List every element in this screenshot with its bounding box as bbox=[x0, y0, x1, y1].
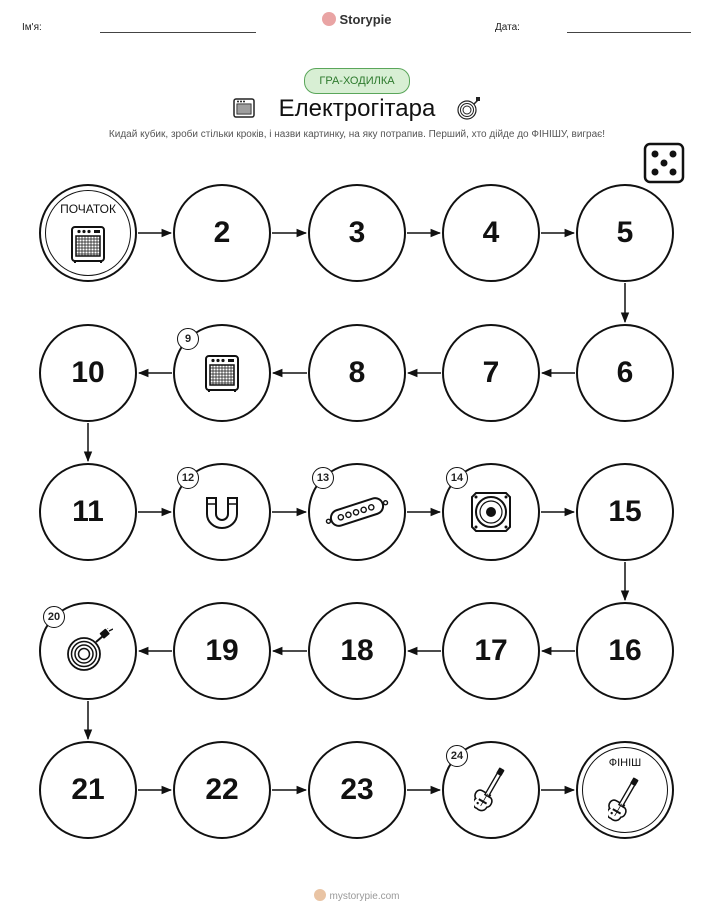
cell-number: 21 bbox=[71, 773, 105, 806]
footer bbox=[0, 889, 714, 902]
board-cell-7 bbox=[442, 324, 540, 422]
storypie-logo-icon bbox=[314, 889, 326, 901]
board-cell-19 bbox=[173, 602, 271, 700]
board-cell-5 bbox=[576, 184, 674, 282]
board-cell-14 bbox=[442, 463, 540, 561]
amplifier-icon bbox=[204, 353, 240, 398]
board-cell-12 bbox=[173, 463, 271, 561]
speaker-icon bbox=[468, 489, 514, 540]
board-cell-4 bbox=[442, 184, 540, 282]
instructions: Кидай кубик, зроби стільки кроків, і назви картинку, на яку потрапив. Перший, хто дійде до ФІНІШУ, виграє! bbox=[108, 129, 606, 140]
footer-url: mystorypie.com bbox=[329, 891, 400, 902]
finish-label: ФІНІШ bbox=[608, 757, 642, 769]
cell-number-badge: 9 bbox=[177, 328, 199, 350]
board-cell-8 bbox=[308, 324, 406, 422]
date-label: Дата: bbox=[495, 22, 520, 33]
board-cell-20 bbox=[39, 602, 137, 700]
board-cell-22 bbox=[173, 741, 271, 839]
cell-number: 17 bbox=[474, 634, 508, 667]
cell-number: 3 bbox=[348, 216, 366, 249]
cell-number-badge: 13 bbox=[312, 467, 334, 489]
cell-number: 2 bbox=[213, 216, 231, 249]
board-cell-13 bbox=[308, 463, 406, 561]
start-label: ПОЧАТОК bbox=[60, 202, 116, 216]
cell-number-badge: 24 bbox=[446, 745, 468, 767]
board-cell-11 bbox=[39, 463, 137, 561]
cell-number: 7 bbox=[482, 356, 500, 389]
cell-number: 10 bbox=[71, 356, 105, 389]
cell-number: 19 bbox=[205, 634, 239, 667]
cell-number: 4 bbox=[482, 216, 500, 249]
board-cell-2 bbox=[173, 184, 271, 282]
guitar-icon bbox=[608, 775, 642, 830]
amplifier-icon bbox=[70, 224, 106, 269]
cell-number: 6 bbox=[616, 356, 634, 389]
cell-number: 11 bbox=[72, 495, 104, 528]
board-cell-23 bbox=[308, 741, 406, 839]
brand-name: Storypie bbox=[339, 12, 392, 27]
cell-number-badge: 14 bbox=[446, 467, 468, 489]
finish-cell bbox=[576, 741, 674, 839]
board-cell-16 bbox=[576, 602, 674, 700]
pickup-icon bbox=[324, 492, 390, 537]
cell-number: 5 bbox=[616, 216, 634, 249]
board-cell-24 bbox=[442, 741, 540, 839]
board-cell-3 bbox=[308, 184, 406, 282]
cell-number-badge: 12 bbox=[177, 467, 199, 489]
board-cell-10 bbox=[39, 324, 137, 422]
page-title: Електрогітара bbox=[278, 95, 436, 122]
start-cell bbox=[39, 184, 137, 282]
game-type-badge: ГРА-ХОДИЛКА bbox=[304, 68, 410, 94]
magnet-icon bbox=[201, 492, 243, 537]
cell-number: 18 bbox=[340, 634, 374, 667]
board-cell-9 bbox=[173, 324, 271, 422]
board-cell-18 bbox=[308, 602, 406, 700]
board-cell-21 bbox=[39, 741, 137, 839]
name-label: Ім'я: bbox=[22, 22, 42, 33]
guitar-icon bbox=[474, 765, 508, 820]
board-cell-6 bbox=[576, 324, 674, 422]
cable-icon bbox=[63, 628, 113, 679]
cell-number: 22 bbox=[205, 773, 239, 806]
cell-number: 8 bbox=[348, 356, 366, 389]
cell-number: 23 bbox=[340, 773, 374, 806]
board-cell-17 bbox=[442, 602, 540, 700]
board-cell-15 bbox=[576, 463, 674, 561]
cell-number: 16 bbox=[608, 634, 642, 667]
cell-number: 15 bbox=[608, 495, 642, 528]
cell-number-badge: 20 bbox=[43, 606, 65, 628]
